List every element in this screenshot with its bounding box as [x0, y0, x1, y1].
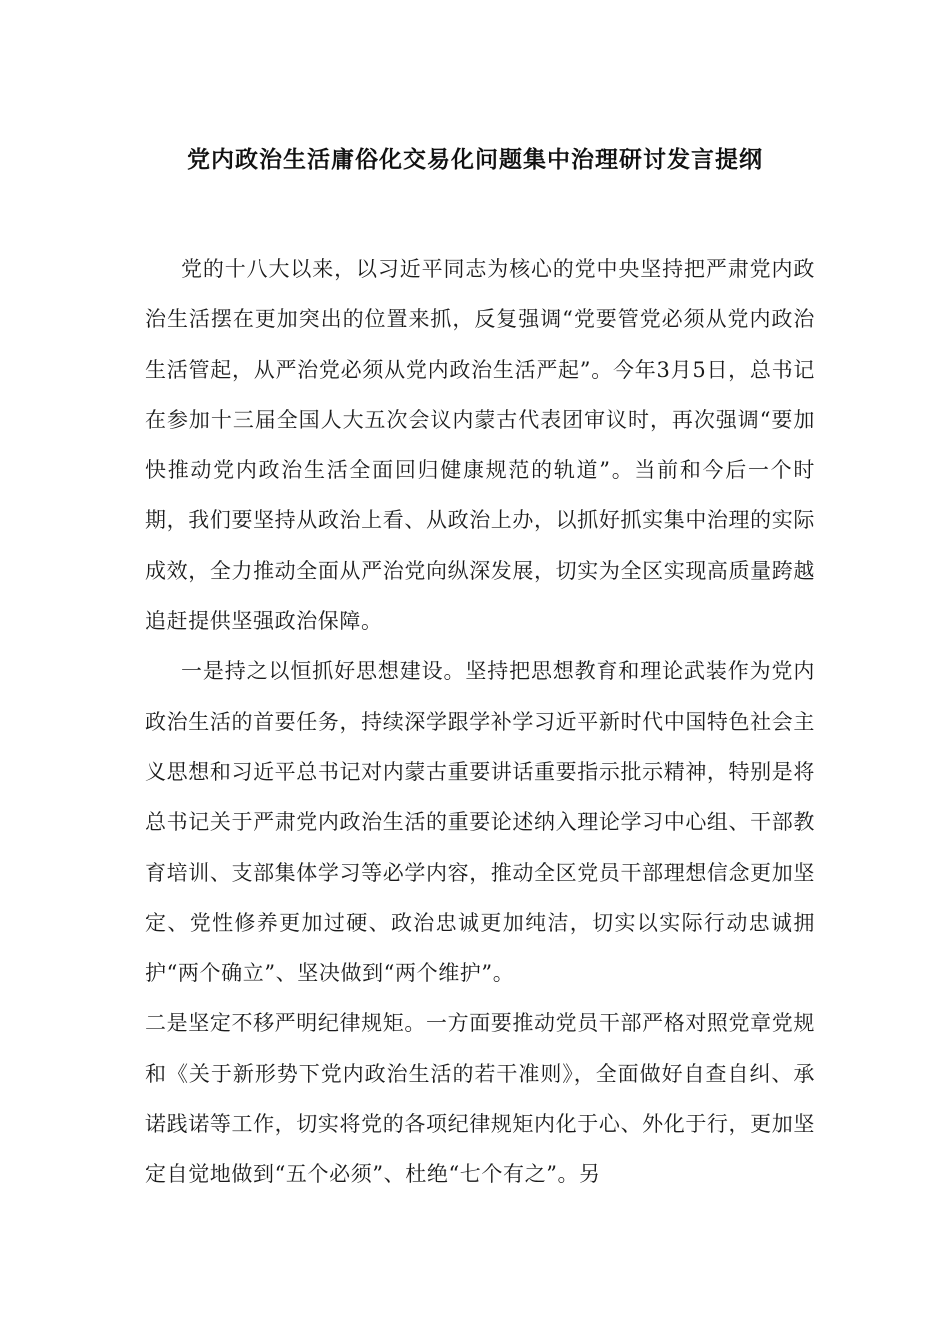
paragraph-point-two: 二是坚定不移严明纪律规矩。一方面要推动党员干部严格对照党章党规和《关于新形势下党内政治生活的若干准则》，全面做好自查自纠、承诺践诺等工作，切实将党的各项纪律规矩内化于心、外化于行，更加坚定自觉地做到“五个必须”、杜绝“七个有之”。另 [145, 1011, 815, 1187]
document-title: 党内政治生活庸俗化交易化问题集中治理研讨发言提纲 [187, 146, 763, 173]
paragraph-intro: 党的十八大以来，以习近平同志为核心的党中央坚持把严肃党内政治生活摆在更加突出的位置来抓，反复强调“党要管党必须从党内政治生活管起，从严治党必须从党内政治生活严起”。今年3月5日，总书记在参加十三届全国人大五次会议内蒙古代表团审议时，再次强调“要加快推动党内政治生活全面回归健康规范的轨道”。当前和今后一个时期，我们要坚持从政治上看、从政治上办，以抓好抓实集中治理的实际成效，全力推动全面从严治党向纵深发展，切实为全区实现高质量跨越追赶提供坚强政治保障。 [145, 257, 815, 634]
paragraph-point-one: 一是持之以恒抓好思想建设。坚持把思想教育和理论武装作为党内政治生活的首要任务，持续深学跟学补学习近平新时代中国特色社会主义思想和习近平总书记对内蒙古重要讲话重要指示批示精神，特别是将总书记关于严肃党内政治生活的重要论述纳入理论学习中心组、干部教育培训、支部集体学习等必学内容，推动全区党员干部理想信念更加坚定、党性修养更加过硬、政治忠诚更加纯洁，切实以实际行动忠诚拥护“两个确立”、坚决做到“两个维护”。 [145, 659, 815, 986]
document-body [145, 244, 815, 1200]
